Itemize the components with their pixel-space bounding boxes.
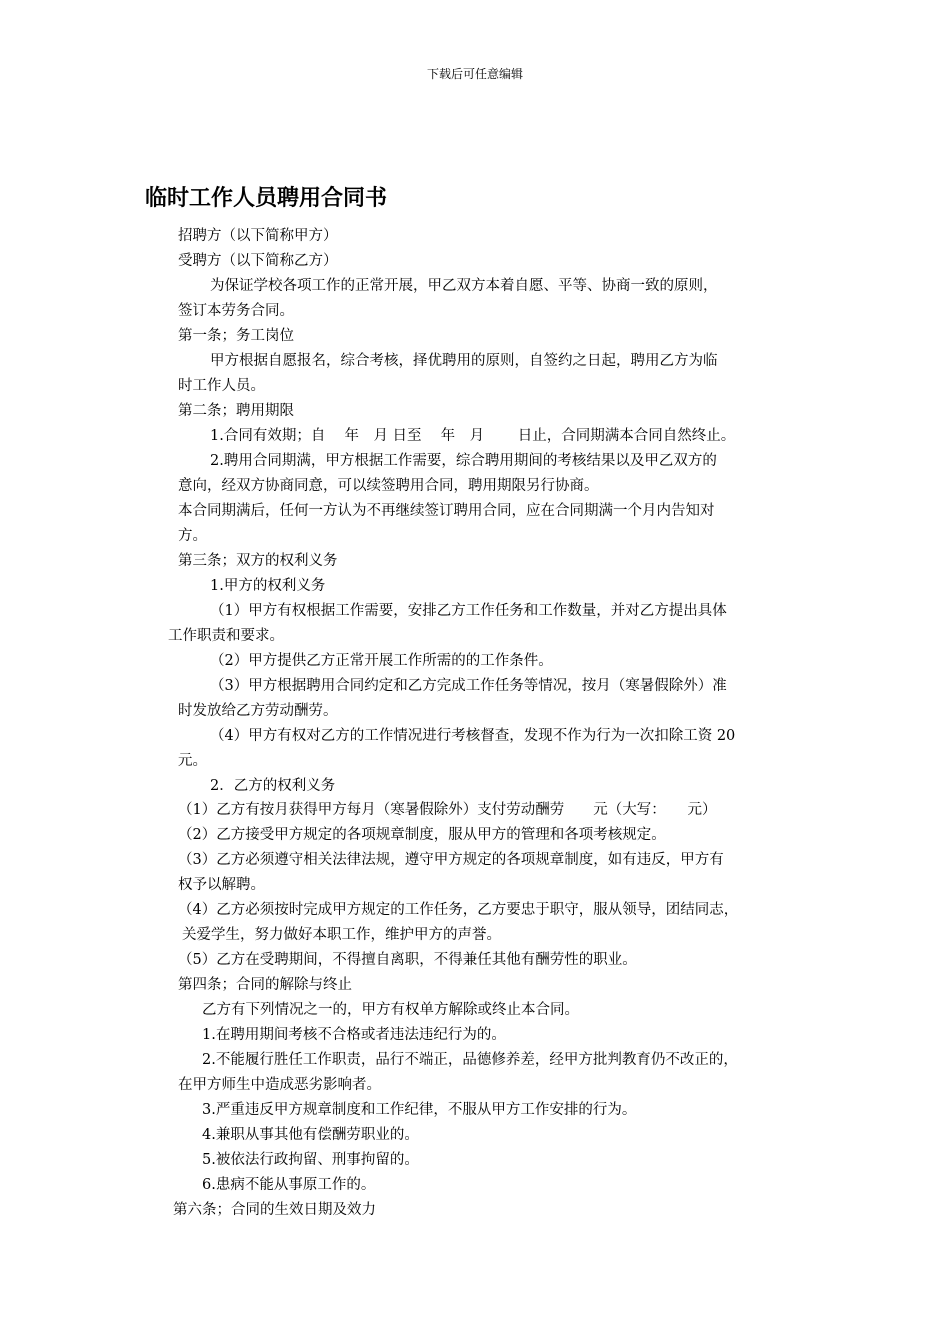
section-heading: 第四条；合同的解除与终止 xyxy=(178,977,352,993)
paragraph-line: （1）乙方有按月获得甲方每月（寒暑假除外）支付劳动酬劳 元（大写： 元） xyxy=(178,802,717,818)
paragraph-line: 3.严重违反甲方规章制度和工作纪律，不服从甲方工作安排的行为。 xyxy=(202,1102,637,1118)
paragraph-line: （4）乙方必须按时完成甲方规定的工作任务，乙方要忠于职守，服从领导，团结同志， xyxy=(178,902,739,918)
paragraph-line: 关爱学生，努力做好本职工作，维护甲方的声誉。 xyxy=(182,927,501,943)
paragraph-line: 在甲方师生中造成恶劣影响者。 xyxy=(178,1077,381,1093)
paragraph-line: 乙方有下列情况之一的，甲方有权单方解除或终止本合同。 xyxy=(202,1002,579,1018)
paragraph-line: 2．乙方的权利义务 xyxy=(210,778,336,794)
paragraph-line: 为保证学校各项工作的正常开展，甲乙双方本着自愿、平等、协商一致的原则， xyxy=(210,278,718,294)
section-heading: 第一条；务工岗位 xyxy=(178,328,294,344)
paragraph-line: 2.不能履行胜任工作职责，品行不端正，品德修养差，经甲方批判教育仍不改正的， xyxy=(202,1052,738,1068)
paragraph-line: 6.患病不能从事原工作的。 xyxy=(202,1177,376,1193)
section-heading: 第六条；合同的生效日期及效力 xyxy=(173,1202,376,1218)
paragraph-line: 1.甲方的权利义务 xyxy=(210,578,326,594)
paragraph-line: 5.被依法行政拘留、刑事拘留的。 xyxy=(202,1152,419,1168)
header-note: 下载后可任意编辑 xyxy=(426,67,523,81)
paragraph-line: 4.兼职从事其他有偿酬劳职业的。 xyxy=(202,1127,419,1143)
section-heading: 第二条；聘用期限 xyxy=(178,403,294,419)
paragraph-line: （4）甲方有权对乙方的工作情况进行考核督查，发现不作为行为一次扣除工资 20 xyxy=(210,728,736,744)
paragraph-line: 工作职责和要求。 xyxy=(168,628,284,644)
paragraph-line: （5）乙方在受聘期间，不得擅自离职，不得兼任其他有酬劳性的职业。 xyxy=(178,952,637,968)
paragraph-line: （3）甲方根据聘用合同约定和乙方完成工作任务等情况，按月（寒暑假除外）准 xyxy=(210,678,727,694)
paragraph-line: （2）甲方提供乙方正常开展工作所需的的工作条件。 xyxy=(210,653,553,669)
paragraph-line: 签订本劳务合同。 xyxy=(178,303,294,319)
paragraph-line: 2.聘用合同期满，甲方根据工作需要，综合聘用期间的考核结果以及甲乙双方的 xyxy=(210,453,717,469)
document-title: 临时工作人员聘用合同书 xyxy=(145,186,388,211)
section-heading: 第三条；双方的权利义务 xyxy=(178,553,338,569)
paragraph-line: 元。 xyxy=(178,753,207,769)
paragraph-line: 1.合同有效期；自 年 月 日至 年 月 日止，合同期满本合同自然终止。 xyxy=(210,428,736,444)
paragraph-line: 意向，经双方协商同意，可以续签聘用合同，聘用期限另行协商。 xyxy=(178,478,599,494)
paragraph-line: 招聘方（以下简称甲方） xyxy=(178,228,338,244)
paragraph-line: 时工作人员。 xyxy=(178,378,265,394)
paragraph-line: 方。 xyxy=(178,528,207,544)
paragraph-line: 时发放给乙方劳动酬劳。 xyxy=(178,703,338,719)
paragraph-line: 权予以解聘。 xyxy=(178,877,265,893)
paragraph-line: 1.在聘用期间考核不合格或者违法违纪行为的。 xyxy=(202,1027,506,1043)
paragraph-line: （1）甲方有权根据工作需要，安排乙方工作任务和工作数量，并对乙方提出具体 xyxy=(210,603,727,619)
paragraph-line: （2）乙方接受甲方规定的各项规章制度，服从甲方的管理和各项考核规定。 xyxy=(178,827,666,843)
paragraph-line: （3）乙方必须遵守相关法律法规，遵守甲方规定的各项规章制度，如有违反，甲方有 xyxy=(178,852,724,868)
paragraph-line: 甲方根据自愿报名，综合考核，择优聘用的原则，自签约之日起，聘用乙方为临 xyxy=(210,353,718,369)
paragraph-line: 受聘方（以下简称乙方） xyxy=(178,253,338,269)
paragraph-line: 本合同期满后，任何一方认为不再继续签订聘用合同，应在合同期满一个月内告知对 xyxy=(178,503,715,519)
